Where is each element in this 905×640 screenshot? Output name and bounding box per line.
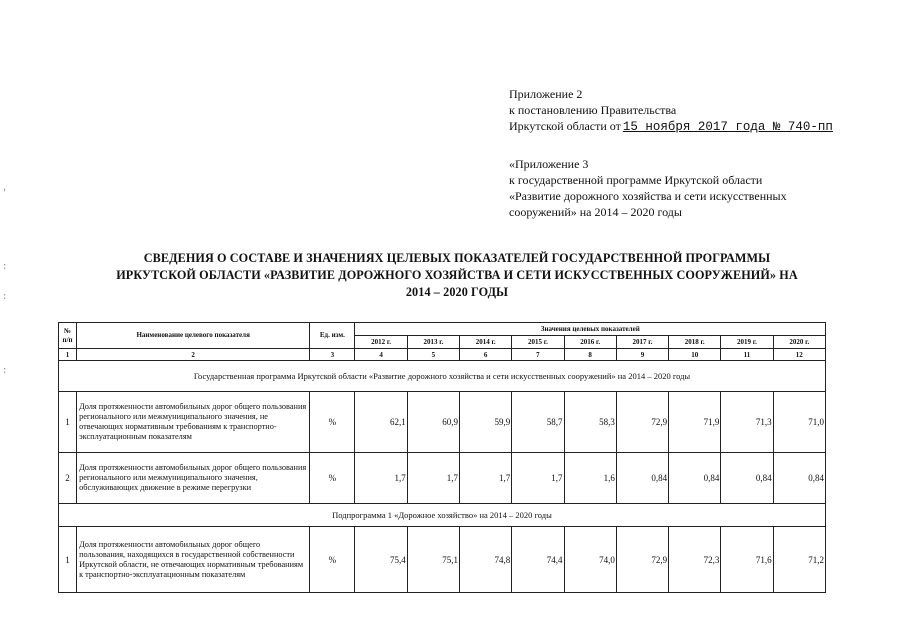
- indicator-value: 75,1: [407, 527, 459, 593]
- header-year: 2018 г.: [669, 336, 721, 349]
- indicators-table: [58, 322, 826, 593]
- header-year: 2019 г.: [721, 336, 773, 349]
- section-row-subprogram: [59, 504, 826, 527]
- indicator-value: 74,8: [460, 527, 512, 593]
- indicator-value: 58,3: [564, 392, 616, 453]
- indicator-value: 71,2: [773, 527, 825, 593]
- header-year: 2016 г.: [564, 336, 616, 349]
- margin-mark: ': [2, 188, 8, 198]
- indicator-value: 1,7: [407, 453, 459, 504]
- appendix-prev-line3: «Развитие дорожного хозяйства и сети искусственных: [509, 189, 787, 203]
- row-index: 1: [59, 392, 77, 453]
- column-number: 6: [460, 349, 512, 361]
- column-number: 2: [77, 349, 310, 361]
- indicator-value: 71,6: [721, 527, 773, 593]
- header-year: 2020 г.: [773, 336, 825, 349]
- indicator-value: 72,9: [616, 527, 668, 593]
- column-number: 1: [59, 349, 77, 361]
- indicator-value: 1,7: [512, 453, 564, 504]
- section-title: Государственная программа Иркутской области «Развитие дорожного хозяйства и сети искусственных сооружений» на 2014 – 2020 годы: [59, 361, 826, 392]
- column-number: 7: [512, 349, 564, 361]
- indicator-value: 0,84: [616, 453, 668, 504]
- table-header-row: [59, 323, 826, 336]
- table-row: [59, 453, 826, 504]
- margin-mark: :: [2, 366, 8, 376]
- handwritten-date-number: 15 ноября 2017 года № 740-пп: [622, 120, 833, 134]
- column-number: 12: [773, 349, 825, 361]
- indicator-value: 74,4: [512, 527, 564, 593]
- column-number: 3: [310, 349, 355, 361]
- column-number: 11: [721, 349, 773, 361]
- appendix-prev-line1: «Приложение 3: [509, 157, 589, 171]
- header-year: 2014 г.: [460, 336, 512, 349]
- header-year: 2013 г.: [407, 336, 459, 349]
- margin-mark: :: [2, 292, 8, 302]
- title-line3: 2014 – 2020 ГОДЫ: [405, 285, 509, 299]
- indicator-value: 62,1: [355, 392, 407, 453]
- table-row: [59, 527, 826, 593]
- row-index: 2: [59, 453, 77, 504]
- indicator-name: Доля протяженности автомобильных дорог общего пользования регионального или межмуниципального значения, не отвечающих нормативным требованиям к транспортно-эксплуатационным показателям: [77, 392, 310, 453]
- column-number: 10: [669, 349, 721, 361]
- indicator-value: 72,9: [616, 392, 668, 453]
- indicator-value: 71,0: [773, 392, 825, 453]
- row-index: 1: [59, 527, 77, 593]
- column-number: 4: [355, 349, 407, 361]
- header-name: Наименование целевого показателя: [77, 323, 310, 349]
- indicator-value: 71,3: [721, 392, 773, 453]
- column-numbers-row: [59, 349, 826, 361]
- appendix-line3: [509, 118, 833, 135]
- indicator-value: 59,9: [460, 392, 512, 453]
- margin-mark: :: [2, 262, 8, 272]
- column-number: 5: [407, 349, 459, 361]
- indicator-value: 75,4: [355, 527, 407, 593]
- header-num: № п/п: [59, 323, 77, 349]
- indicator-value: 1,6: [564, 453, 616, 504]
- section-row-program: [59, 361, 826, 392]
- title-line2: ИРКУТСКОЙ ОБЛАСТИ «РАЗВИТИЕ ДОРОЖНОГО ХОЗЯЙСТВА И СЕТИ ИСКУССТВЕННЫХ СООРУЖЕНИЙ» НА: [116, 268, 798, 282]
- appendix-prev-header: [509, 156, 787, 220]
- indicator-name: Доля протяженности автомобильных дорог общего пользования регионального или межмуниципального значения, обслуживающих движение в режиме перегрузки: [77, 453, 310, 504]
- indicator-value: 71,9: [669, 392, 721, 453]
- document-title: [52, 250, 862, 301]
- header-unit: Ед. изм.: [310, 323, 355, 349]
- indicator-name: Доля протяженности автомобильных дорог общего пользования, находящихся в государственной собственности Иркутской области, не отвечающих нормативным требованиям к транспортно-эксплуатационным показателям: [77, 527, 310, 593]
- header-values: Значения целевых показателей: [355, 323, 826, 336]
- indicator-value: 0,84: [773, 453, 825, 504]
- indicator-value: 74,0: [564, 527, 616, 593]
- column-number: 8: [564, 349, 616, 361]
- indicator-value: 0,84: [669, 453, 721, 504]
- appendix-prev-line4: сооружений» на 2014 – 2020 годы: [509, 205, 682, 219]
- title-line1: СВЕДЕНИЯ О СОСТАВЕ И ЗНАЧЕНИЯХ ЦЕЛЕВЫХ ПОКАЗАТЕЛЕЙ ГОСУДАРСТВЕННОЙ ПРОГРАММЫ: [143, 251, 771, 265]
- indicator-value: 60,9: [407, 392, 459, 453]
- indicator-unit: %: [310, 453, 355, 504]
- indicator-value: 1,7: [355, 453, 407, 504]
- appendix-line2: к постановлению Правительства: [509, 103, 677, 117]
- header-year: 2017 г.: [616, 336, 668, 349]
- indicator-value: 0,84: [721, 453, 773, 504]
- indicator-unit: %: [310, 527, 355, 593]
- column-number: 9: [616, 349, 668, 361]
- indicator-value: 58,7: [512, 392, 564, 453]
- appendix-header: [509, 86, 833, 135]
- header-year: 2015 г.: [512, 336, 564, 349]
- indicator-value: 72,3: [669, 527, 721, 593]
- appendix-line3-text: Иркутской области от: [509, 119, 621, 133]
- section-title: Подпрограмма 1 «Дорожное хозяйство» на 2014 – 2020 годы: [59, 504, 826, 527]
- indicator-value: 1,7: [460, 453, 512, 504]
- appendix-line1: Приложение 2: [509, 87, 583, 101]
- indicator-unit: %: [310, 392, 355, 453]
- appendix-prev-line2: к государственной программе Иркутской области: [509, 173, 763, 187]
- table-row: [59, 392, 826, 453]
- header-year: 2012 г.: [355, 336, 407, 349]
